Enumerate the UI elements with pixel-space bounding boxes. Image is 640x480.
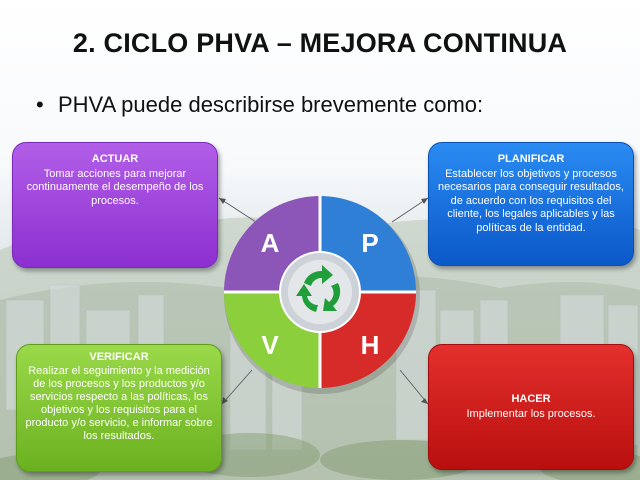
connector-hacer <box>400 370 428 404</box>
connector-actuar-arrowhead <box>219 198 226 204</box>
hacer-title: HACER <box>511 393 551 405</box>
connector-hacer-arrowhead <box>421 398 428 404</box>
verificar-text: Realizar el seguimiento y la medición de los procesos y los productos y/o servicios respecto a las políticas, los objetivos y los requisitos para el producto y/o servicio, e informar sobre los resultados. <box>25 365 213 442</box>
verificar-box <box>16 344 222 472</box>
actuar-box <box>12 142 218 268</box>
connector-verificar <box>222 370 252 404</box>
bullet-dot: • <box>36 92 44 117</box>
connector-planificar-arrowhead <box>421 198 428 204</box>
letter-v: V <box>261 330 279 360</box>
actuar-title: ACTUAR <box>91 153 139 165</box>
actuar-text: Tomar acciones para mejorar continuamente el desempeño de los procesos. <box>26 167 204 207</box>
connector-actuar <box>219 198 256 222</box>
bullet-text: PHVA puede describirse brevemente como: <box>58 92 484 117</box>
hacer-text: Implementar los procesos. <box>466 407 596 420</box>
hacer-box <box>428 344 634 470</box>
letter-h: H <box>360 330 380 360</box>
letter-p: P <box>361 228 379 258</box>
planificar-box <box>428 142 634 266</box>
planificar-text: Establecer los objetivos y procesos necesarios para conseguir resultados, de acuerdo con los requisitos del cliente, los legales aplicables y las políticas de la entidad. <box>438 167 624 234</box>
verificar-title: VERIFICAR <box>89 351 149 363</box>
letter-a: A <box>260 228 280 258</box>
planificar-title: PLANIFICAR <box>497 153 565 165</box>
slide-title: 2. CICLO PHVA – MEJORA CONTINUA <box>72 28 568 58</box>
